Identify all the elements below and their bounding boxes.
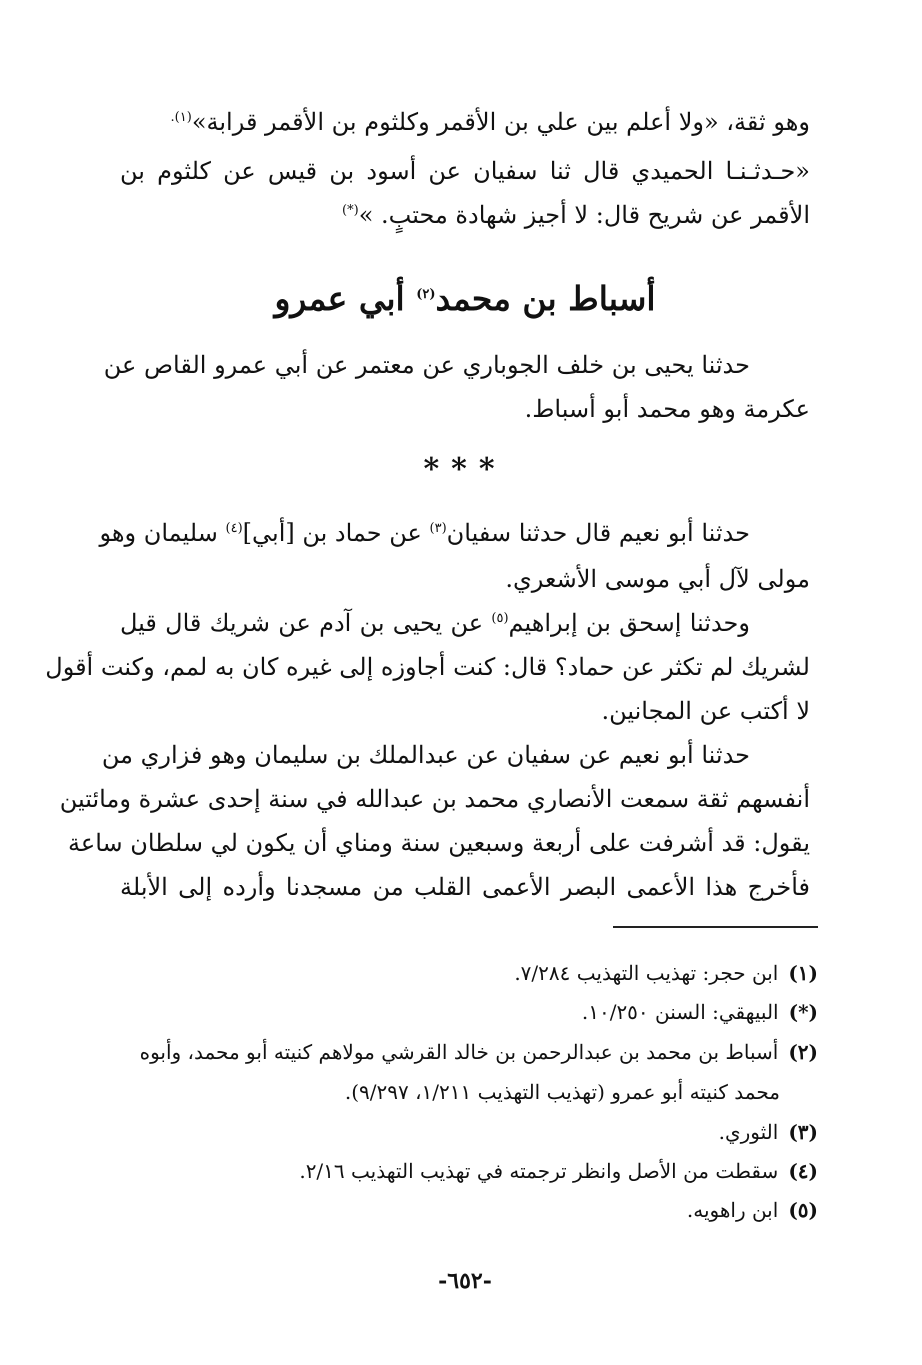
body-line-text: عكرمة وهو محمد أبو أسباط. [524, 395, 810, 423]
footnote-number: (١) [788, 961, 818, 985]
body-line-text: لا أكتب عن المجانين. [601, 697, 810, 725]
footnote-text: سقطت من الأصل وانظر ترجمته في تهذيب التهذيب ٢/١٦. [299, 1159, 779, 1183]
body-line-text: عن يحيى بن آدم عن شريك قال قيل [120, 609, 484, 637]
heading-text: أسباط بن محمد [435, 279, 656, 318]
footnote [120, 1038, 818, 1066]
body-line-text: أنفسهم ثقة سمعت الأنصاري محمد بن عبدالله في سنة إحدى عشرة ومائتين [59, 785, 810, 813]
footnote-number: (٣) [788, 1120, 818, 1144]
footnote-number: (٥) [788, 1198, 818, 1222]
footnote-text: أسباط بن محمد بن عبدالرحمن بن خالد القرشي مولاهم كنيته أبو محمد، وأبوه [139, 1040, 779, 1064]
footnote-ref: (٤) [225, 521, 243, 536]
body-line [120, 607, 750, 639]
body-line-text: حدثنا يحيى بن خلف الجوباري عن معتمر عن أبي عمرو القاص عن [103, 351, 750, 379]
body-line-text: يقول: قد أشرفت على أربعة وسبعين سنة ومناي أن يكون لي سلطان ساعة [68, 829, 810, 857]
footnote-text: الثوري. [718, 1120, 779, 1144]
body-line [45, 651, 810, 683]
body-line [103, 349, 750, 381]
section-heading [120, 277, 810, 321]
footnote-divider [613, 926, 818, 928]
body-line [120, 155, 810, 187]
body-line-text: لشريك لم تكثر عن حماد؟ قال: كنت أجاوزه إلى غيره كان به لمم، وكنت أقول [45, 653, 810, 681]
body-line [524, 393, 810, 425]
body-line-text: فأخرج هذا الأعمى البصر الأعمى القلب من مسجدنا وأرده إلى الأبلة [120, 873, 811, 901]
body-line [99, 517, 750, 549]
footnote [300, 959, 818, 987]
footnote-text: ابن حجر: تهذيب التهذيب ٧/٢٨٤. [514, 961, 779, 985]
body-line [342, 199, 810, 231]
footnote-ref: (٣) [429, 521, 447, 536]
body-line-text: وهو ثقة، «ولا أعلم بين علي بن الأقمر وكلثوم بن الأقمر قرابة» [191, 108, 810, 136]
footnote [500, 1196, 818, 1224]
footnote-text: البيهقي: السنن ١٠/٢٥٠. [581, 1000, 779, 1024]
body-line-text: حدثنا أبو نعيم قال حدثنا سفيان [446, 519, 750, 547]
footnote-ref: (٢) [416, 287, 436, 302]
body-line-text: الأقمر عن شريح قال: لا أجيز شهادة محتبٍ. » [358, 201, 810, 229]
footnote-number: (٤) [788, 1159, 818, 1183]
body-line-text: مولى لآل أبي موسى الأشعري. [505, 565, 810, 593]
body-line-text: «حـدثـنـا الحميدي قال ثنا سفيان عن أسود بن قيس عن كلثوم بن [120, 157, 810, 185]
body-line [170, 106, 810, 138]
body-line [68, 827, 810, 859]
body-line [59, 783, 810, 815]
body-line [120, 871, 810, 903]
footnote-number: (٢) [788, 1040, 818, 1064]
footnote [500, 1118, 818, 1146]
footnote-continuation [200, 1078, 780, 1106]
footnote-text: ابن راهويه. [686, 1198, 779, 1222]
body-line-text: عن حماد بن [أبي] [242, 519, 422, 547]
body-line-text: وحدثنا إسحق بن إبراهيم [508, 609, 750, 637]
body-line [505, 563, 810, 595]
footnote-number: (*) [788, 1000, 818, 1024]
footnote [300, 998, 818, 1026]
body-line [560, 695, 810, 727]
body-line [101, 739, 750, 771]
footnote-ref: (٥) [491, 611, 509, 626]
footnote-ref: (*) [342, 203, 359, 218]
section-separator: *** [423, 452, 507, 487]
page-number: -٦٥٢- [438, 1268, 492, 1294]
body-line-text: حدثنا أبو نعيم عن سفيان عن عبدالملك بن سليمان وهو فزاري من [101, 741, 750, 769]
footnote [200, 1157, 818, 1185]
footnote-text: محمد كنيته أبو عمرو (تهذيب التهذيب ١/٢١١، ٩/٢٩٧). [344, 1080, 780, 1104]
body-line-text: سليمان وهو [99, 519, 218, 547]
footnote-ref: (١). [170, 110, 192, 125]
heading-text-tail: أبي عمرو [274, 279, 405, 318]
